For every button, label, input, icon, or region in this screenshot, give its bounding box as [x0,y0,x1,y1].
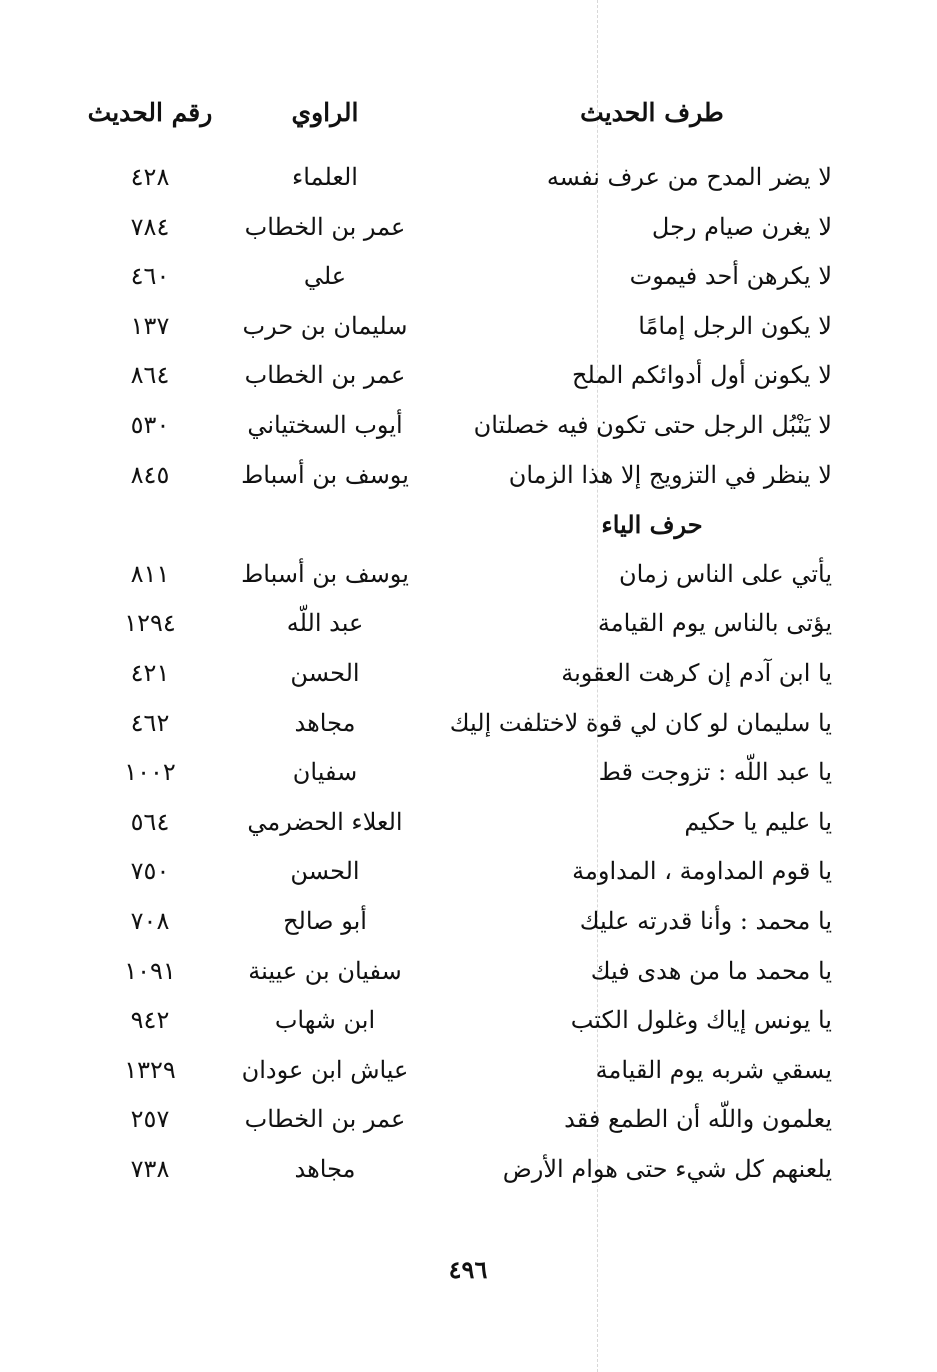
hadith-text: يا محمد : وأنا قدرته عليك [579,906,832,935]
narrator-name: عياش ابن عودان [241,1055,409,1084]
narrator-name: سفيان بن عيينة [248,956,402,985]
table-row [0,897,937,947]
table-row [0,401,937,451]
hadith-number: ٧٨٤ [130,212,170,241]
narrator-name: أيوب السختياني [247,410,403,439]
narrator-name: سليمان بن حرب [242,311,408,340]
table-header [0,98,937,138]
narrator-name: سفيان [292,758,358,787]
hadith-text: يلعنهم كل شيء حتى هوام الأرض [502,1154,832,1183]
narrator-name: العلاء الحضرمي [247,807,403,836]
hadith-column-header: طرف الحديث [580,98,724,127]
narrator-name: الحسن [290,857,360,886]
table-row [0,649,937,699]
table-row [0,947,937,997]
hadith-number: ١٠٠٢ [124,758,176,787]
narrator-name: يوسف بن أسباط [241,460,409,489]
hadith-number: ٢٥٧ [130,1105,170,1134]
table-row [0,153,937,203]
hadith-text: يا ابن آدم إن كرهت العقوبة [561,658,832,687]
page-number: ٤٩٦ [448,1255,488,1284]
hadith-index-table [0,153,937,1194]
narrator-name: يوسف بن أسباط [241,559,409,588]
narrator-column-header: الراوي [291,98,359,127]
table-row [0,1095,937,1145]
hadith-text: يا محمد ما من هدى فيك [590,956,832,985]
narrator-name: الحسن [290,658,360,687]
hadith-text: لا يكرهن أحد فيموت [629,262,832,291]
hadith-text: لا يغرن صيام رجل [651,212,832,241]
hadith-number: ٥٦٤ [130,807,170,836]
table-row [0,351,937,401]
table-row [0,599,937,649]
narrator-name: عمر بن الخطاب [244,361,406,390]
hadith-text: يعلمون واللّه أن الطمع فقد [564,1105,832,1134]
table-row [0,550,937,600]
table-row [0,451,937,501]
narrator-name: مجاهد [294,708,356,737]
table-row [0,252,937,302]
section-heading: حرف الياء [601,510,703,540]
table-row [0,203,937,253]
table-row [0,798,937,848]
narrator-name: العلماء [292,163,358,191]
hadith-text: لا يكونن أول أدوائكم الملح [572,361,832,390]
table-row [0,1145,937,1195]
table-row [0,699,937,749]
narrator-name: أبو صالح [283,906,367,935]
narrator-name: عمر بن الخطاب [244,212,406,241]
table-row [0,748,937,798]
hadith-text: يا يونس إياك وغلول الكتب [570,1006,832,1035]
hadith-number: ٩٤٢ [130,1006,170,1035]
hadith-number: ٤٦٠ [130,262,170,291]
narrator-name: عمر بن الخطاب [244,1105,406,1134]
hadith-number: ١٣٢٩ [124,1055,176,1084]
hadith-number: ٧٣٨ [130,1154,170,1183]
table-row [0,302,937,352]
hadith-number: ٨٤٥ [130,460,170,489]
hadith-text: يأتي على الناس زمان [618,559,832,588]
table-row [0,996,937,1046]
narrator-name: علي [303,262,347,291]
hadith-number: ٧٥٠ [130,857,170,886]
hadith-text: يا عبد اللّه : تزوجت قط [598,758,832,787]
hadith-number: ٨١١ [130,559,170,588]
narrator-name: عبد اللّه [286,609,364,638]
hadith-number: ١٢٩٤ [124,609,176,638]
hadith-text: يا سليمان لو كان لي قوة لاختلفت إليك [449,708,832,737]
hadith-text: يا عليم يا حكيم [684,807,832,836]
hadith-number: ١٠٩١ [124,956,176,985]
narrator-name: مجاهد [294,1154,356,1183]
section-heading-row [0,500,937,550]
hadith-text: لا يكون الرجل إمامًا [638,311,832,340]
hadith-text: لا يضر المدح من عرف نفسه [546,163,832,191]
narrator-name: ابن شهاب [274,1006,376,1035]
hadith-text: يا قوم المداومة ، المداومة [572,857,832,886]
hadith-number: ٤٢١ [130,658,170,687]
hadith-number: ٥٣٠ [130,410,170,439]
hadith-number: ١٣٧ [130,311,170,340]
hadith-number: ٤٦٢ [130,708,170,737]
hadith-number: ٨٦٤ [130,361,170,390]
hadith-text: لا يَنْبُل الرجل حتى تكون فيه خصلتان [473,410,832,439]
hadith-text: لا ينظر في التزويج إلا هذا الزمان [508,460,832,489]
hadith-text: يسقي شربه يوم القيامة [595,1055,832,1084]
hadith-text: يؤتى بالناس يوم القيامة [597,609,832,638]
hadith-number: ٤٢٨ [130,163,170,191]
number-column-header: رقم الحديث [87,98,213,127]
table-row [0,847,937,897]
table-row [0,1046,937,1096]
hadith-number: ٧٠٨ [130,906,170,935]
